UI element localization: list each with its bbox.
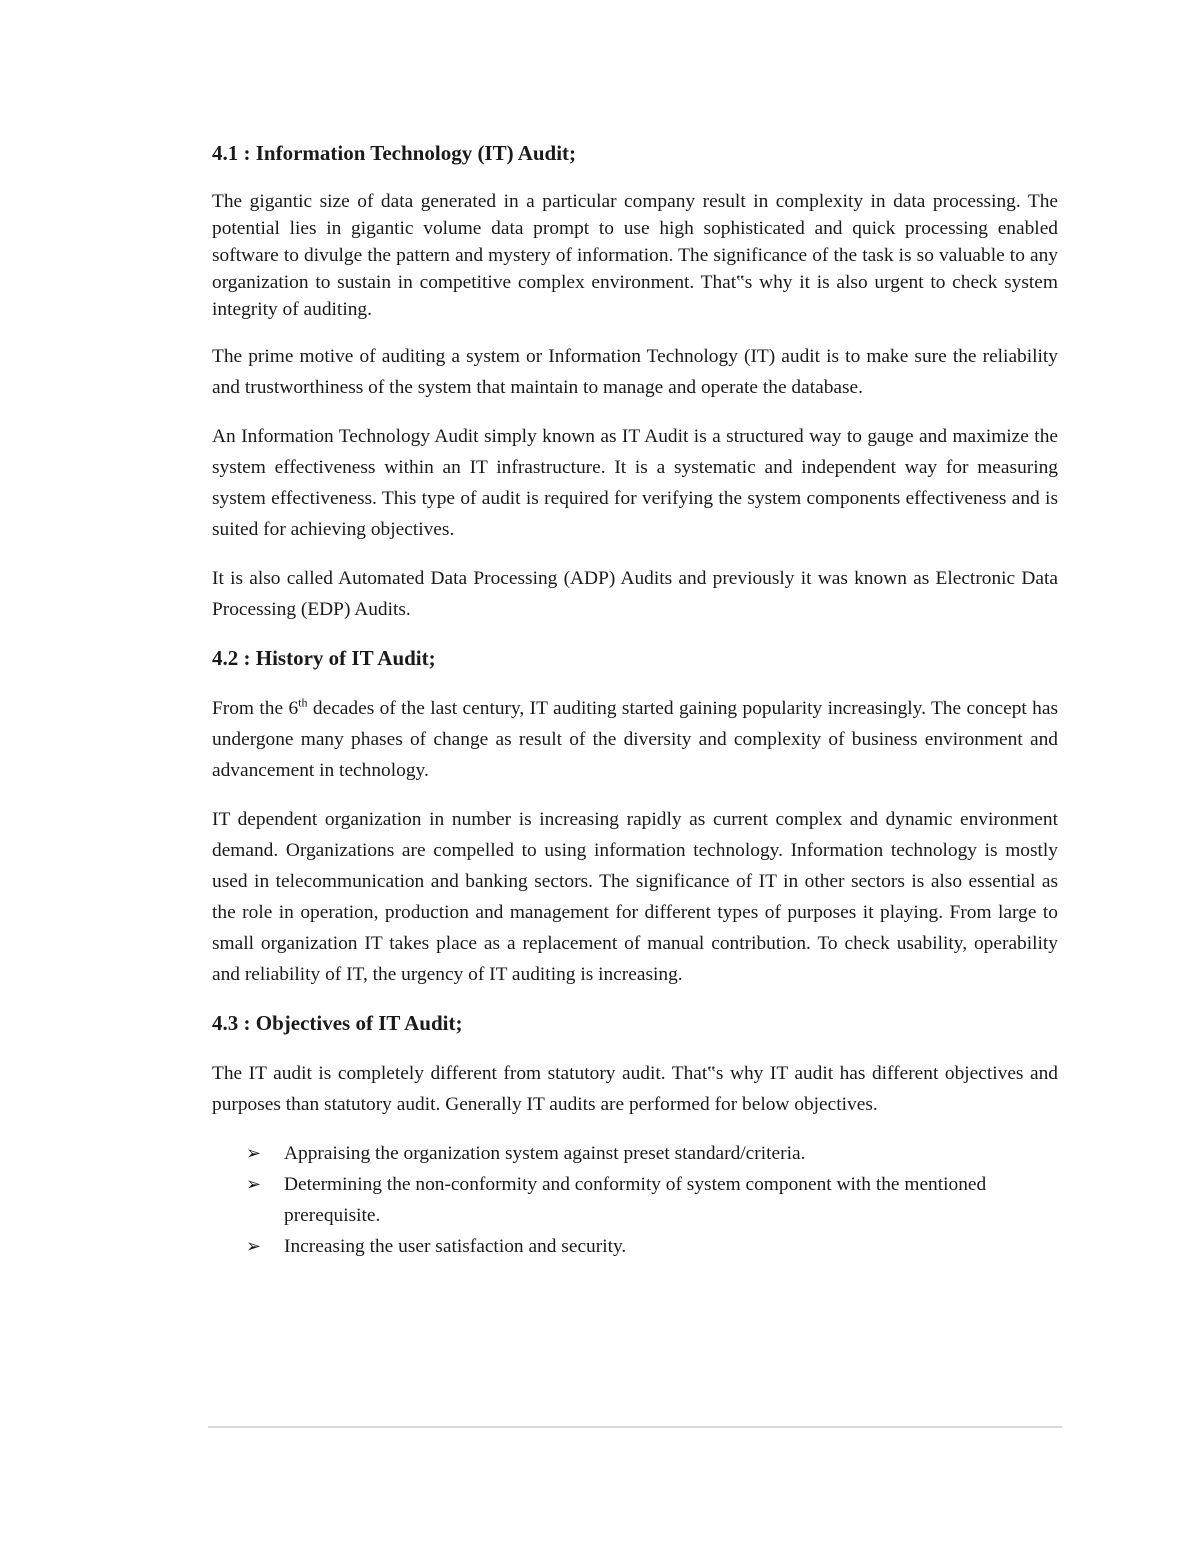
- list-item-text: Determining the non-conformity and conformity of system component with the mentioned prerequisite.: [284, 1174, 987, 1226]
- paragraph: The gigantic size of data generated in a particular company result in complexity in data processing. The potential lies in gigantic volume data prompt to use high sophisticated and quick processing enabled software to divulge the pattern and mystery of information. The significance of the task is so valuable to any organization to sustain in competitive complex environment. That‟s why it is also urgent to check system integrity of auditing.: [212, 191, 1058, 320]
- paragraph: The prime motive of auditing a system or Information Technology (IT) audit is to make sure the reliability and trustworthiness of the system that maintain to manage and operate the database.: [212, 346, 1058, 398]
- ordinal-suffix: th: [298, 695, 308, 710]
- history-intro-paragraph: [212, 693, 1058, 786]
- document-page: [212, 138, 1058, 1262]
- section-heading-4-1: 4.1 : Information Technology (IT) Audit;: [212, 141, 577, 165]
- footer-divider: [208, 1426, 1062, 1428]
- list-item: [246, 1231, 1058, 1262]
- objectives-list: [246, 1138, 1058, 1262]
- list-item-text: Increasing the user satisfaction and security.: [284, 1236, 627, 1257]
- arrow-bullet-icon: ➢: [246, 1143, 262, 1164]
- list-item: [246, 1138, 1058, 1169]
- section-heading-4-2: 4.2 : History of IT Audit;: [212, 646, 436, 670]
- paragraph: The IT audit is completely different from statutory audit. That‟s why IT audit has different objectives and purposes than statutory audit. Generally IT audits are performed for below objectives.: [212, 1063, 1058, 1115]
- history-intro-text: From the 6: [212, 698, 299, 719]
- list-item-text: Appraising the organization system against preset standard/criteria.: [284, 1143, 806, 1164]
- paragraph: It is also called Automated Data Processing (ADP) Audits and previously it was known as Electronic Data Processing (EDP) Audits.: [212, 568, 1058, 620]
- paragraph: IT dependent organization in number is increasing rapidly as current complex and dynamic environment demand. Organizations are compelled to using information technology. Information technology is mostly used in telecommunication and banking sectors. The significance of IT in other sectors is also essential as the role in operation, production and management for different types of purposes it playing. From large to small organization IT takes place as a replacement of manual contribution. To check usability, operability and reliability of IT, the urgency of IT auditing is increasing.: [212, 809, 1058, 985]
- arrow-bullet-icon: ➢: [246, 1236, 262, 1257]
- paragraph: An Information Technology Audit simply known as IT Audit is a structured way to gauge and maximize the system effectiveness within an IT infrastructure. It is a systematic and independent way for measuring system effectiveness. This type of audit is required for verifying the system components effectiveness and is suited for achieving objectives.: [212, 426, 1058, 540]
- arrow-bullet-icon: ➢: [246, 1174, 262, 1195]
- list-item: [246, 1169, 1058, 1231]
- section-heading-4-3: 4.3 : Objectives of IT Audit;: [212, 1011, 463, 1035]
- history-intro-text-cont: decades of the last century, IT auditing started gaining popularity increasingly. The concept has undergone many phases of change as result of the diversity and complexity of business environment and advancement in technology.: [212, 698, 1058, 781]
